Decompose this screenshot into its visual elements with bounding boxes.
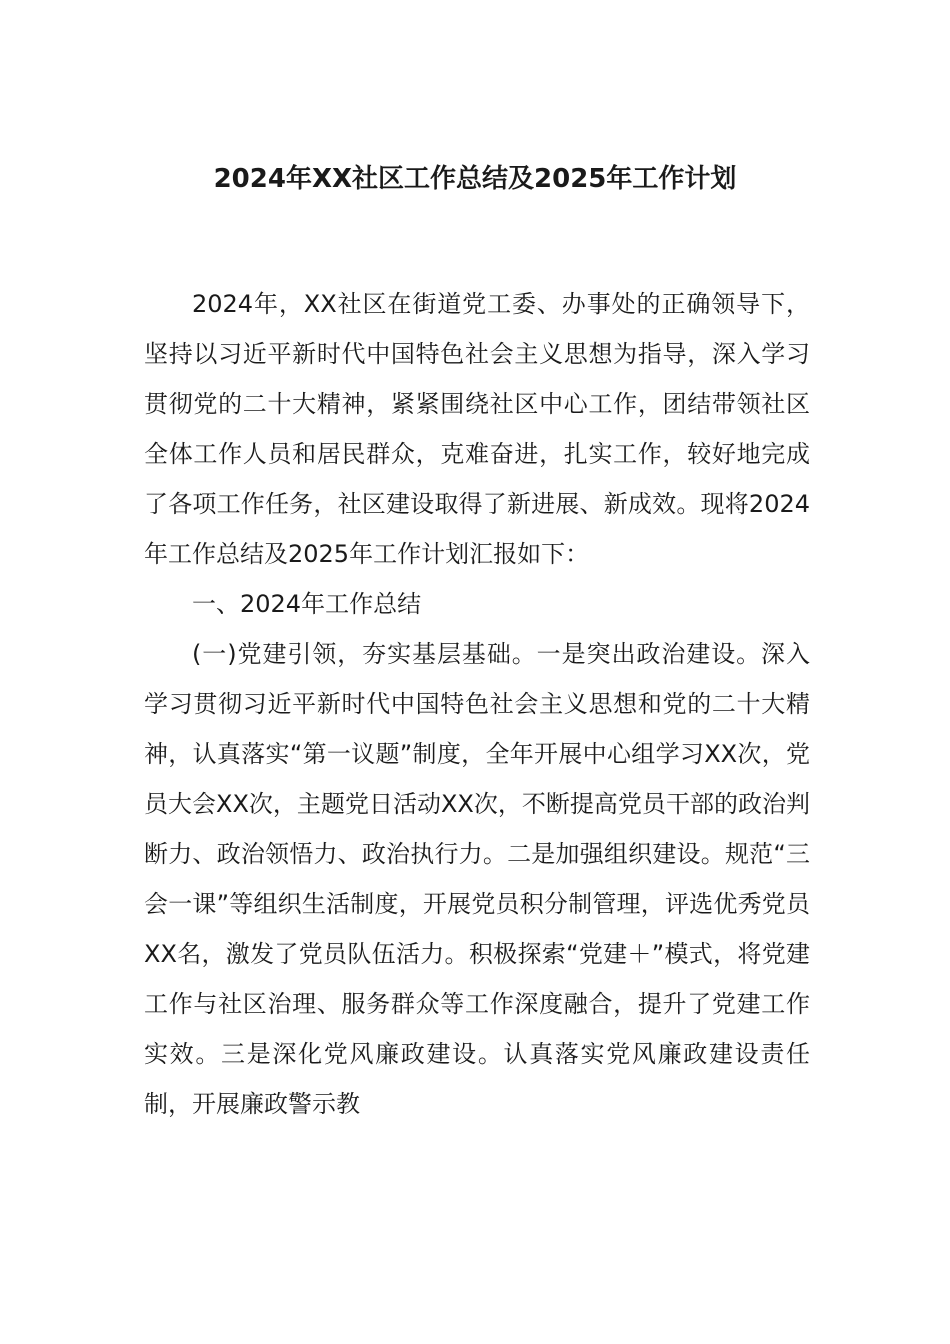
section-heading: 一、2024年工作总结 [192,590,422,618]
body-paragraph: (一)党建引领，夯实基层基础。一是突出政治建设。深入学习贯彻习近平新时代中国特色社会主义思想和党的二十大精神，认真落实“第一议题”制度，全年开展中心组学习XX次，党员大会XX次，主题党日活动XX次，不断提高党员干部的政治判断力、政治领悟力、政治执行力。二是加强组织建设。规范“三会一课”等组织生活制度，开展党员积分制管理，评选优秀党员XX名，激发了党员队伍活力。积极探索“党建＋”模式，将党建工作与社区治理、服务群众等工作深度融合，提升了党建工作实效。三是深化党风廉政建设。认真落实党风廉政建设责任制，开展廉政警示教 [144,640,810,1118]
intro-paragraph: 2024年，XX社区在街道党工委、办事处的正确领导下，坚持以习近平新时代中国特色社会主义思想为指导，深入学习贯彻党的二十大精神，紧紧围绕社区中心工作，团结带领社区全体工作人员和居民群众，克难奋进，扎实工作，较好地完成了各项工作任务，社区建设取得了新进展、新成效。现将2024年工作总结及2025年工作计划汇报如下： [144,290,810,568]
document-body [144,279,810,1129]
document-title: 2024年XX社区工作总结及2025年工作计划 [213,164,737,194]
